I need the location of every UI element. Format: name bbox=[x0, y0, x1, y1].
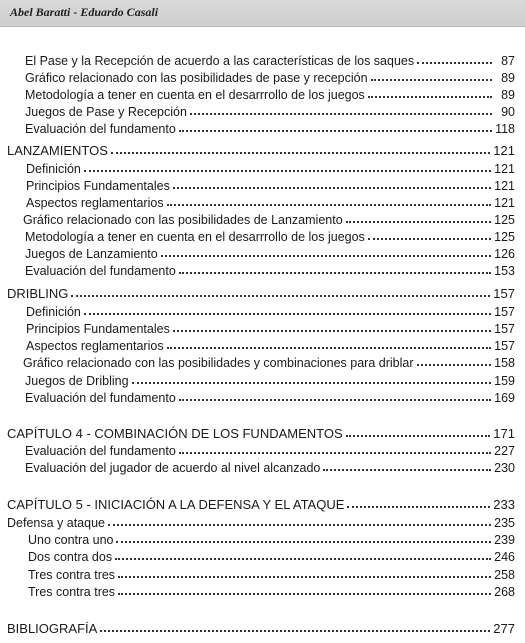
toc-entry bbox=[26, 195, 515, 211]
toc-leader-dots bbox=[179, 443, 491, 454]
toc-leader-dots bbox=[84, 304, 491, 315]
toc-leader-dots bbox=[368, 87, 492, 98]
toc-leader-dots bbox=[179, 263, 491, 274]
toc-entry-page: 121 bbox=[494, 162, 515, 176]
toc-entry bbox=[28, 532, 515, 548]
toc-leader-dots bbox=[173, 178, 491, 189]
toc-entry-page: 121 bbox=[493, 143, 515, 158]
toc-entry-page: 90 bbox=[501, 105, 515, 119]
toc-entry-page: 121 bbox=[494, 196, 515, 210]
toc-leader-dots bbox=[108, 515, 491, 526]
toc-entry bbox=[25, 460, 515, 476]
toc-entry bbox=[26, 338, 515, 354]
toc-leader-dots bbox=[116, 532, 491, 543]
toc-entry-page: 158 bbox=[494, 356, 515, 370]
toc-entry-page: 227 bbox=[494, 444, 515, 458]
toc-leader-dots bbox=[417, 53, 492, 64]
toc-entry bbox=[26, 178, 515, 194]
toc-entry bbox=[25, 87, 515, 103]
toc-entry-label: Tres contra tres bbox=[28, 585, 116, 599]
toc-entry-label: Metodología a tener en cuenta en el desarrrollo de los juegos bbox=[25, 230, 365, 244]
toc-chapter-entry bbox=[7, 621, 515, 637]
toc-entry-label: Aspectos reglamentarios bbox=[26, 196, 164, 210]
toc-chapter-label: CAPÍTULO 4 - COMBINACIÓN DE LOS FUNDAMENTOS bbox=[7, 426, 343, 441]
toc-leader-dots bbox=[161, 246, 491, 257]
toc-chapter-entry bbox=[7, 497, 515, 513]
toc-section-label: DRIBLING bbox=[7, 286, 69, 301]
toc-entry-page: 230 bbox=[494, 461, 515, 475]
toc-leader-dots bbox=[132, 373, 492, 384]
toc-entry-page: 153 bbox=[494, 264, 515, 278]
toc-leader-dots bbox=[190, 104, 492, 115]
header-authors: Abel Baratti - Eduardo Casali bbox=[10, 5, 159, 19]
toc-leader-dots bbox=[323, 460, 491, 471]
toc-entry-page: 246 bbox=[494, 550, 515, 564]
toc-entry bbox=[25, 443, 515, 459]
toc-entry-label: Definición bbox=[26, 305, 81, 319]
toc-entry-page: 121 bbox=[494, 179, 515, 193]
toc-entry-label: Evaluación del fundamento bbox=[25, 391, 176, 405]
toc-entry-label: Evaluación del fundamento bbox=[25, 122, 176, 136]
toc-leader-dots bbox=[346, 212, 491, 223]
toc-leader-dots bbox=[111, 143, 490, 154]
toc-entry-page: 125 bbox=[494, 230, 515, 244]
toc-leader-dots bbox=[100, 621, 490, 632]
toc-leader-dots bbox=[118, 584, 491, 595]
toc-entry-page: 89 bbox=[501, 88, 515, 102]
toc-leader-dots bbox=[173, 321, 491, 332]
toc-entry-label: Evaluación del fundamento bbox=[25, 444, 176, 458]
toc-entry-label: Gráfico relacionado con las posibilidades de pase y recepción bbox=[25, 71, 368, 85]
toc-leader-dots bbox=[167, 195, 492, 206]
toc-entry bbox=[25, 229, 515, 245]
toc-entry bbox=[26, 304, 515, 320]
toc-leader-dots bbox=[71, 286, 490, 297]
toc-entry bbox=[28, 567, 515, 583]
toc-entry-page: 87 bbox=[501, 54, 515, 68]
toc-entry-label: Dos contra dos bbox=[28, 550, 113, 564]
toc-section-entry bbox=[7, 143, 515, 159]
toc-leader-dots bbox=[371, 70, 492, 81]
toc-entry-page: 233 bbox=[493, 497, 515, 512]
toc-entry-label: Gráfico relacionado con las posibilidades y combinaciones para driblar bbox=[23, 356, 414, 370]
toc-entry-page: 159 bbox=[494, 374, 515, 388]
toc-entry bbox=[25, 70, 515, 86]
toc-entry-page: 89 bbox=[501, 71, 515, 85]
toc-entry-page: 125 bbox=[494, 213, 515, 227]
toc-chapter-entry bbox=[7, 426, 515, 442]
toc-entry-page: 258 bbox=[494, 568, 515, 582]
toc-leader-dots bbox=[417, 355, 492, 366]
toc-entry bbox=[26, 321, 515, 337]
toc-leader-dots bbox=[179, 121, 492, 132]
toc-entry-label: Evaluación del jugador de acuerdo al nivel alcanzado bbox=[25, 461, 321, 475]
toc-entry bbox=[25, 263, 515, 279]
toc-entry-page: 235 bbox=[494, 516, 515, 530]
toc-entry-page: 169 bbox=[494, 391, 515, 405]
toc-entry-page: 118 bbox=[495, 122, 515, 136]
toc-entry-label: Definición bbox=[26, 162, 81, 176]
toc-entry bbox=[23, 355, 515, 371]
toc-entry bbox=[25, 246, 515, 262]
toc-entry-label: Evaluación del fundamento bbox=[25, 264, 176, 278]
toc-chapter-label: BIBLIOGRAFÍA bbox=[7, 621, 98, 636]
toc-entry-page: 157 bbox=[494, 305, 515, 319]
toc-entry-label: Metodología a tener en cuenta en el desarrrollo de los juegos bbox=[25, 88, 365, 102]
toc-entry-label: Juegos de Lanzamiento bbox=[25, 247, 158, 261]
toc-entry bbox=[25, 390, 515, 406]
toc-section-label: LANZAMIENTOS bbox=[7, 143, 108, 158]
toc-entry-label: Aspectos reglamentarios bbox=[26, 339, 164, 353]
toc-leader-dots bbox=[368, 229, 491, 240]
toc-leader-dots bbox=[347, 497, 490, 508]
toc-entry-label: Uno contra uno bbox=[28, 533, 114, 547]
toc-entry bbox=[28, 584, 515, 600]
toc-entry-label: Principios Fundamentales bbox=[26, 179, 170, 193]
toc-leader-dots bbox=[179, 390, 491, 401]
toc-leader-dots bbox=[346, 426, 491, 437]
toc-entry-label: Gráfico relacionado con las posibilidades de Lanzamiento bbox=[23, 213, 343, 227]
toc-entry-page: 157 bbox=[494, 322, 515, 336]
toc-entry-page: 239 bbox=[494, 533, 515, 547]
toc-entry bbox=[25, 53, 515, 69]
toc-leader-dots bbox=[115, 549, 491, 560]
running-header bbox=[0, 0, 525, 27]
toc-leader-dots bbox=[118, 567, 491, 578]
toc-entry-page: 171 bbox=[493, 426, 515, 441]
toc-entry bbox=[25, 104, 515, 120]
toc-leader-dots bbox=[84, 161, 491, 172]
toc-entry bbox=[7, 515, 515, 531]
toc-entry-label: Tres contra tres bbox=[28, 568, 116, 582]
toc-entry-page: 277 bbox=[493, 621, 515, 636]
toc-entry bbox=[25, 373, 515, 389]
toc-entry-label: Juegos de Dribling bbox=[25, 374, 129, 388]
toc-section-entry bbox=[7, 286, 515, 302]
toc-entry-label: Juegos de Pase y Recepción bbox=[25, 105, 187, 119]
toc-entry bbox=[23, 212, 515, 228]
toc-chapter-label: CAPÍTULO 5 - INICIACIÓN A LA DEFENSA Y EL ATAQUE bbox=[7, 497, 345, 512]
toc-entry bbox=[25, 121, 515, 137]
toc-entry-page: 126 bbox=[494, 247, 515, 261]
toc-entry bbox=[28, 549, 515, 565]
toc-entry bbox=[26, 161, 515, 177]
toc-entry-label: Principios Fundamentales bbox=[26, 322, 170, 336]
toc-entry-label: Defensa y ataque bbox=[7, 516, 105, 530]
toc-leader-dots bbox=[167, 338, 492, 349]
toc-entry-page: 157 bbox=[494, 339, 515, 353]
toc-entry-label: El Pase y la Recepción de acuerdo a las características de los saques bbox=[25, 54, 415, 68]
toc-entry-page: 268 bbox=[494, 585, 515, 599]
toc-entry-page: 157 bbox=[493, 286, 515, 301]
